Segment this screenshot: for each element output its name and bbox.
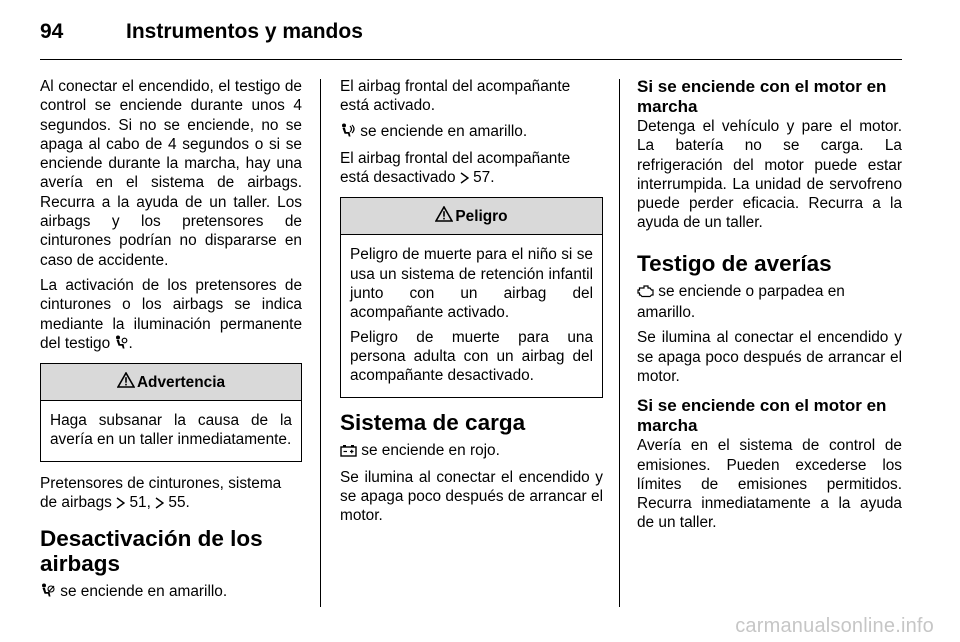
page-number: 94 [40, 20, 64, 43]
warning-box [40, 363, 302, 462]
column-2 [340, 77, 603, 532]
pretensioner-reference: Pretensores de cinturones, sistema de airbags 51, 55. [40, 474, 302, 515]
emission-fault-paragraph: Avería en el sistema de control de emisiones. Pueden excederse los límites de emisiones permitidos. Recurra inmediatamente a la ayuda de un taller. [637, 437, 902, 532]
subsection-title-engine-running-1: Si se enciende con el motor en marcha [637, 77, 887, 116]
warning-box-header [41, 364, 301, 401]
reference-link-55[interactable]: 55 [168, 494, 186, 512]
section-title-charging-system: Sistema de carga [340, 409, 526, 435]
airbag-off-icon [40, 583, 56, 603]
page-header [40, 17, 900, 49]
engine-light-paragraph: se enciende o parpadea en amarillo. [637, 282, 845, 322]
pretensioner-text: La activación de los pretensores de cinturones o los airbags se indica mediante la iluminación permanente del testigo [40, 276, 302, 352]
pretensioner-paragraph: La activación de los pretensores de cinturones o los airbags se indica mediante la iluminación permanente del testigo . [40, 276, 302, 355]
passenger-airbag-off-paragraph: El airbag frontal del acompañante está desactivado 57. [340, 149, 603, 190]
column-divider-1 [320, 79, 321, 607]
airbag-intro-paragraph: Al conectar el encendido, el testigo de control se enciende durante unos 4 segundos. Si no se enciende, no se apaga al cabo de 4 segundos o si se enciende durante la marcha, hay una avería en el sistema de airbags. Recurra a la ayuda de un taller. Los airbags y los pretensores de cinturones podrían no dispararse en caso de accidente. [40, 78, 302, 269]
danger-box-header [341, 198, 602, 235]
danger-box-body [341, 235, 602, 396]
passenger-airbag-icon-paragraph: se enciende en amarillo. [340, 122, 603, 143]
header-rule [40, 59, 902, 60]
danger-text-2: Peligro de muerte para una persona adulta con un airbag del acompañante desactivado. [350, 328, 593, 385]
passenger-airbag-on-paragraph: El airbag frontal del acompañante está activado. [340, 78, 571, 115]
warning-text: Haga subsanar la causa de la avería en un taller inmediatamente. [50, 412, 292, 449]
section-title-airbag-deactivation: Desactivación de los airbags [40, 526, 263, 577]
danger-box [340, 197, 603, 397]
engine-light-description: Se ilumina al conectar el encendido y se apaga poco después de arrancar el motor. [637, 329, 902, 385]
danger-title: Peligro [455, 207, 508, 225]
warning-triangle-icon [117, 372, 135, 393]
warning-title: Advertencia [136, 373, 226, 391]
reference-link-57[interactable]: 57 [473, 169, 491, 187]
watermark: carmanualsonline.info [735, 615, 934, 637]
section-title-malfunction-indicator: Testigo de averías [637, 250, 832, 276]
battery-icon [340, 443, 357, 462]
page-reference-arrow-icon [116, 495, 125, 514]
page-title: Instrumentos y mandos [126, 20, 363, 43]
warning-box-body [41, 401, 301, 461]
column-1 [40, 77, 302, 610]
reference-link-51[interactable]: 51 [129, 494, 147, 512]
charging-fault-paragraph: Detenga el vehículo y pare el motor. La batería no se carga. La refrigeración del motor puede estar interrumpida. La unidad de servofreno puede perder eficacia. Recurra a la ayuda de un taller. [637, 118, 902, 232]
battery-paragraph: se enciende en rojo. [340, 441, 603, 462]
danger-text-1: Peligro de muerte para el niño si se usa un sistema de retención infantil junto con un airbag del acompañante activado. [350, 246, 593, 322]
subsection-title-engine-running-2: Si se enciende con el motor en marcha [637, 396, 887, 436]
column-divider-2 [619, 79, 620, 607]
warning-triangle-icon [435, 206, 453, 227]
airbag-icon [114, 335, 128, 355]
page-reference-arrow-icon [155, 495, 164, 514]
engine-icon [637, 284, 654, 303]
column-3 [637, 77, 902, 539]
airbag-off-paragraph: se enciende en amarillo. [40, 582, 302, 603]
battery-description: Se ilumina al conectar el encendido y se apaga poco después de arrancar el motor. [340, 468, 603, 525]
passenger-airbag-icon [340, 123, 356, 143]
page-reference-arrow-icon [460, 170, 469, 189]
